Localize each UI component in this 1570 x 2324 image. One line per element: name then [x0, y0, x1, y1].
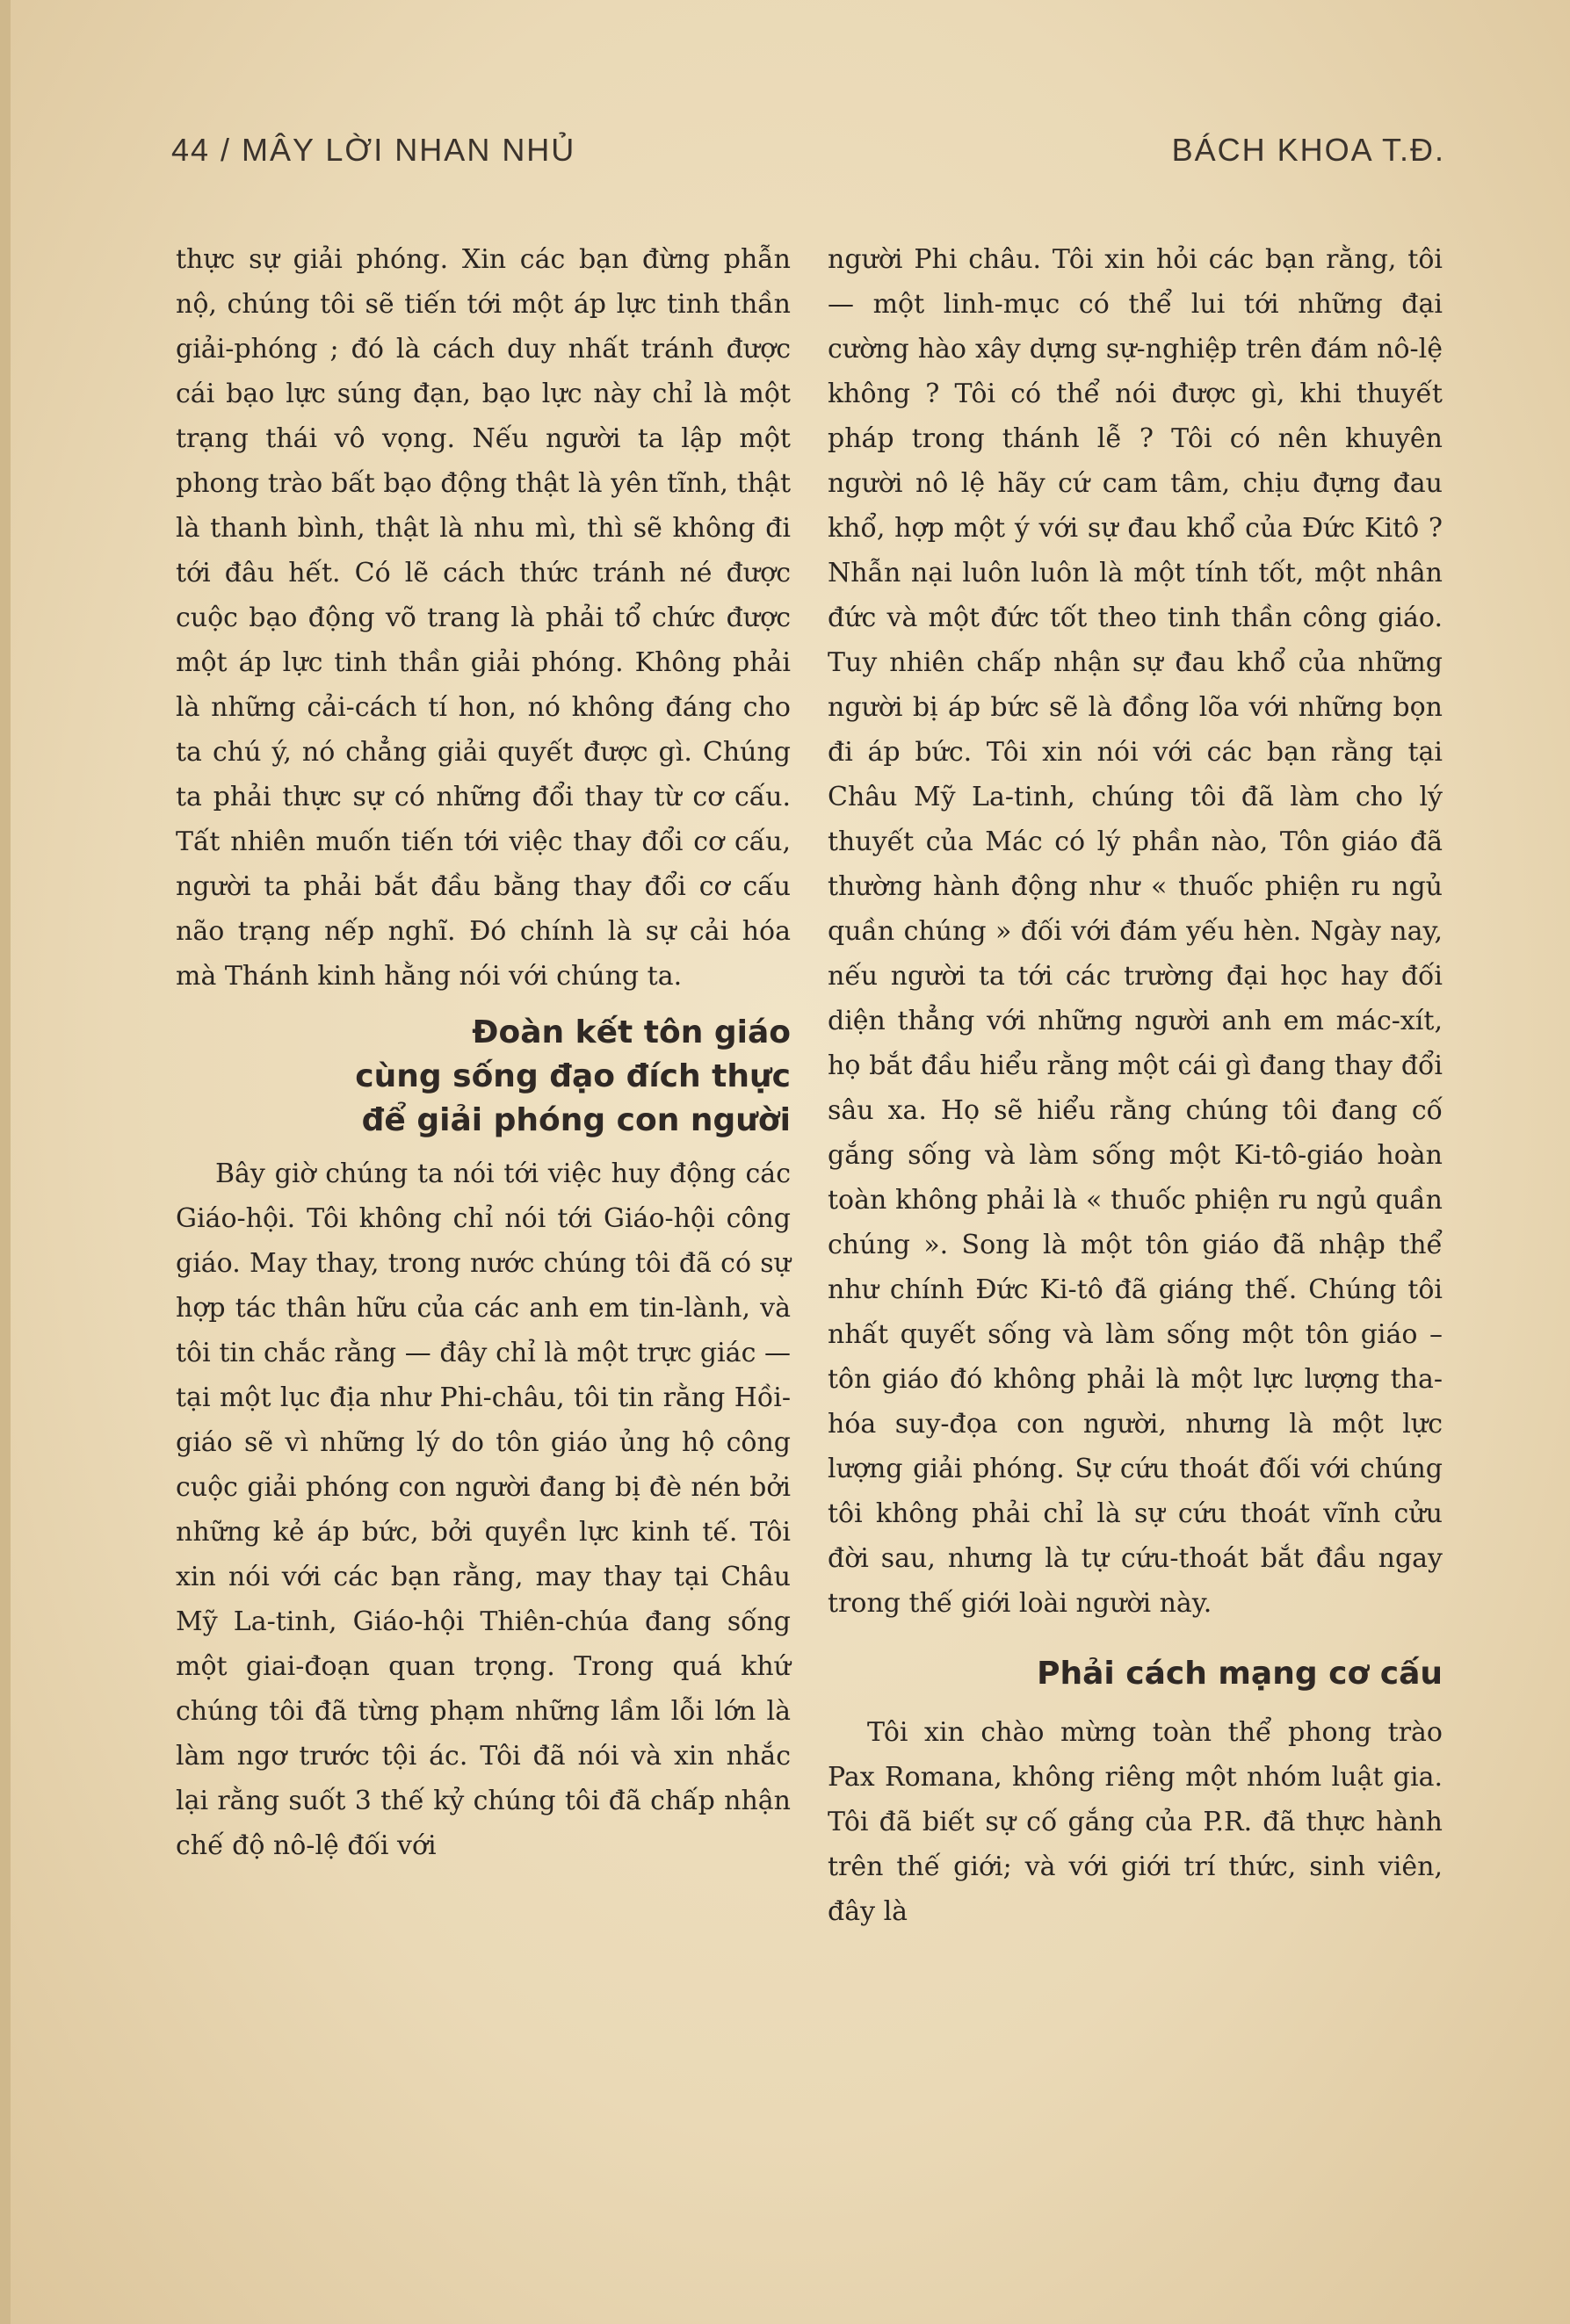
- header-page-title: 44 / MÂY LỜI NHAN NHỦ: [171, 132, 576, 168]
- heading-line: cùng sống đạo đích thực: [355, 1058, 791, 1094]
- page-edge-shadow: [0, 0, 11, 2324]
- section-heading: Phải cách mạng cơ cấu: [1037, 1656, 1443, 1692]
- body-paragraph: Bây giờ chúng ta nói tới việc huy động các Giáo-hội. Tôi không chỉ nói tới Giáo-hội công giáo. May thay, trong nước chúng tôi đã có sự hợp tác thân hữu của các anh em tin-lành, và tôi tin chắc rằng — đây chỉ là một trực giác — tại một lục địa như Phi-châu, tôi tin rằng Hồi-giáo sẽ vì những lý do tôn giáo ủng hộ công cuộc giải phóng con người đang bị đè nén bởi những kẻ áp bức, bởi quyền lực kinh tế. Tôi xin nói với các bạn rằng, may thay tại Châu Mỹ La-tinh, Giáo-hội Thiên-chúa đang sống một giai-đoạn quan trọng. Trong quá khứ chúng tôi đã từng phạm những lầm lỗi lớn là làm ngơ trước tội ác. Tôi đã nói và xin nhắc lại rằng suốt 3 thế kỷ chúng tôi đã chấp nhận chế độ nô-lệ đối với: [176, 1158, 791, 1861]
- heading-line: để giải phóng con người: [361, 1102, 791, 1138]
- right-column: [828, 237, 1443, 1934]
- body-paragraph: người Phi châu. Tôi xin hỏi các bạn rằng, tôi — một linh-mục có thể lui tới những đại cường hào xây dựng sự-nghiệp trên đám nô-lệ không ? Tôi có thể nói được gì, khi thuyết pháp trong thánh lễ ? Tôi có nên khuyên người nô lệ hãy cứ cam tâm, chịu đựng đau khổ, hợp một ý với sự đau khổ của Đức Kitô ? Nhẫn nại luôn luôn là một tính tốt, một nhân đức và một đức tốt theo tinh thần công giáo. Tuy nhiên chấp nhận sự đau khổ của những người bị áp bức sẽ là đồng lõa với những bọn đi áp bức. Tôi xin nói với các bạn rằng tại Châu Mỹ La-tinh, chúng tôi đã làm cho lý thuyết của Mác có lý phần nào, Tôn giáo đã thường hành động như « thuốc phiện ru ngủ quần chúng » đối với đám yếu hèn. Ngày nay, nếu người ta tới các trường đại học hay đối diện thẳng với những người anh em mác-xít, họ bắt đầu hiểu rằng một cái gì đang thay đổi sâu xa. Họ sẽ hiểu rằng chúng tôi đang cố gắng sống và làm sống một Ki-tô-giáo hoàn toàn không phải là « thuốc phiện ru ngủ quần chúng ». Song là một tôn giáo đã nhập thể như chính Đức Ki-tô đã giáng thế. Chúng tôi nhất quyết sống và làm sống một tôn giáo – tôn giáo đó không phải là một lực lượng tha-hóa suy-đọa con người, nhưng là một lực lượng giải phóng. Sự cứu thoát đối với chúng tôi không phải chỉ là sự cứu thoát vĩnh cửu đời sau, nhưng là tự cứu-thoát bắt đầu ngay trong thế giới loài người này.: [828, 244, 1443, 1619]
- running-header: [171, 132, 1445, 176]
- header-publication: BÁCH KHOA T.Đ.: [1171, 132, 1445, 168]
- body-paragraph: Tôi xin chào mừng toàn thể phong trào Pax Romana, không riêng một nhóm luật gia. Tôi đã biết sự cố gắng của P.R. đã thực hành trên thế giới; và với giới trí thức, sinh viên, đây là: [828, 1717, 1443, 1927]
- left-column: [176, 237, 791, 1868]
- heading-line: Đoàn kết tôn giáo: [472, 1014, 791, 1050]
- body-paragraph: thực sự giải phóng. Xin các bạn đừng phẫn nộ, chúng tôi sẽ tiến tới một áp lực tinh thần giải-phóng ; đó là cách duy nhất tránh được cái bạo lực súng đạn, bạo lực này chỉ là một trạng thái vô vọng. Nếu người ta lập một phong trào bất bạo động thật là yên tĩnh, thật là thanh bình, thật là nhu mì, thì sẽ không đi tới đâu hết. Có lẽ cách thức tránh né được cuộc bạo động võ trang là phải tổ chức được một áp lực tinh thần giải phóng. Không phải là những cải-cách tí hon, nó không đáng cho ta chú ý, nó chẳng giải quyết được gì. Chúng ta phải thực sự có những đổi thay từ cơ cấu. Tất nhiên muốn tiến tới việc thay đổi cơ cấu, người ta phải bắt đầu bằng thay đổi cơ cấu não trạng nếp nghĩ. Đó chính là sự cải hóa mà Thánh kinh hằng nói với chúng ta.: [176, 244, 791, 992]
- section-heading: [176, 1011, 791, 1143]
